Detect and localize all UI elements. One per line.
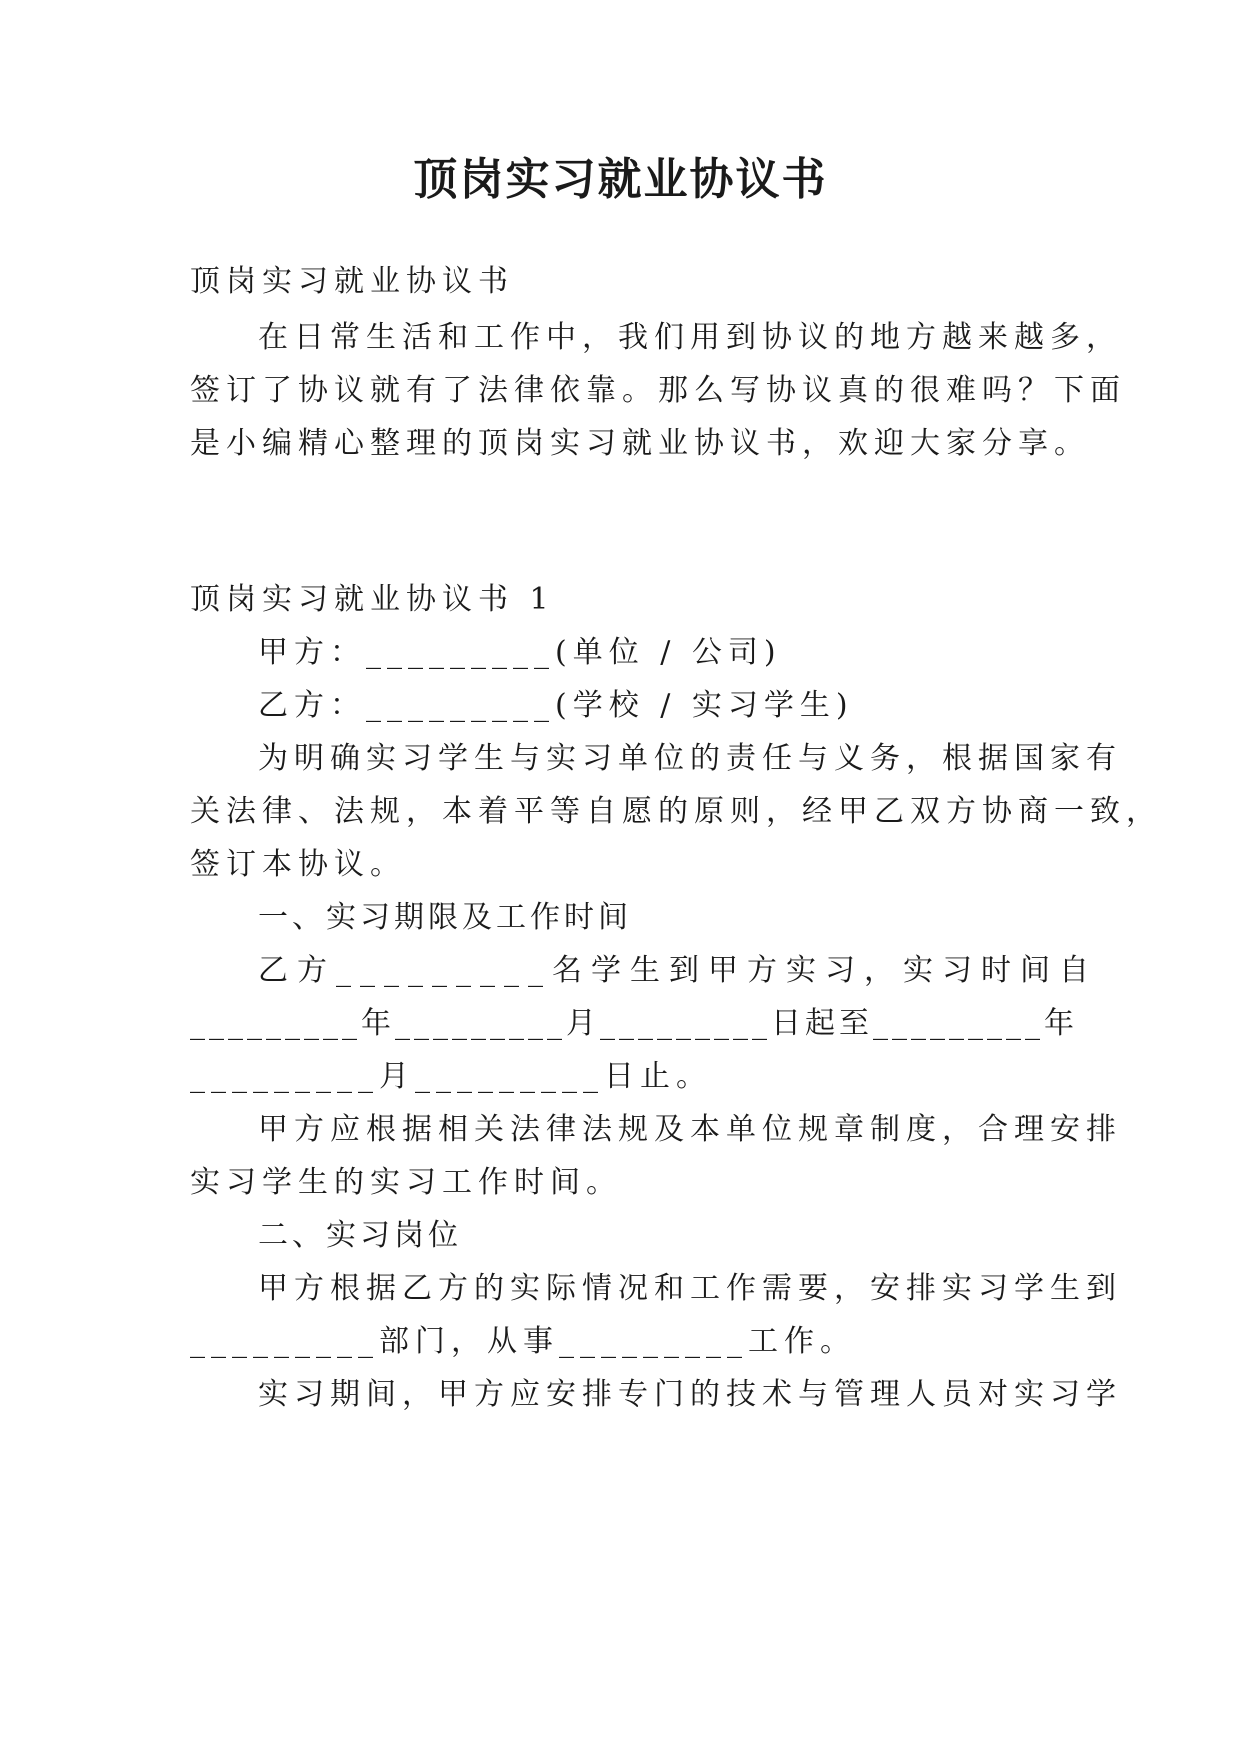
section-1-line-5: 实习学生的实习工作时间。 [190,1165,622,1200]
section-1-line-2: _________年_________月_________日起至_________年 [190,1006,1078,1041]
preamble-line-3: 签订本协议。 [190,847,406,882]
document-title: 顶岗实习就业协议书 [413,154,828,205]
preamble-line-1: 为明确实习学生与实习单位的责任与义务，根据国家有 [258,741,1122,776]
section-1-line-4: 甲方应根据相关法律法规及本单位规章制度，合理安排 [258,1112,1122,1147]
intro-line-3: 是小编精心整理的顶岗实习就业协议书，欢迎大家分享。 [190,426,1090,461]
section-1-heading: 一、实习期限及工作时间 [258,900,632,935]
party-b-line: 乙方：_________(学校 / 实习学生) [258,688,854,723]
section-2-line-2: _________部门，从事_________工作。 [190,1324,856,1359]
preamble-line-2: 关法律、法规，本着平等自愿的原则，经甲乙双方协商一致， [190,794,1162,829]
section-2-line-3: 实习期间，甲方应安排专门的技术与管理人员对实习学 [258,1377,1122,1412]
section-2-heading: 二、实习岗位 [258,1218,462,1253]
party-a-line: 甲方：_________(单位 / 公司) [258,635,782,670]
subtitle-line: 顶岗实习就业协议书 [190,264,514,299]
section-1-line-3: _________月_________日止。 [190,1059,712,1094]
agreement-heading: 顶岗实习就业协议书 1 [190,582,555,617]
section-1-line-1: 乙方_________名学生到甲方实习，实习时间自 [258,953,1098,988]
section-2-line-1: 甲方根据乙方的实际情况和工作需要，安排实习学生到 [258,1271,1122,1306]
intro-line-1: 在日常生活和工作中，我们用到协议的地方越来越多， [258,320,1122,355]
intro-line-2: 签订了协议就有了法律依靠。那么写协议真的很难吗？下面 [190,373,1126,408]
